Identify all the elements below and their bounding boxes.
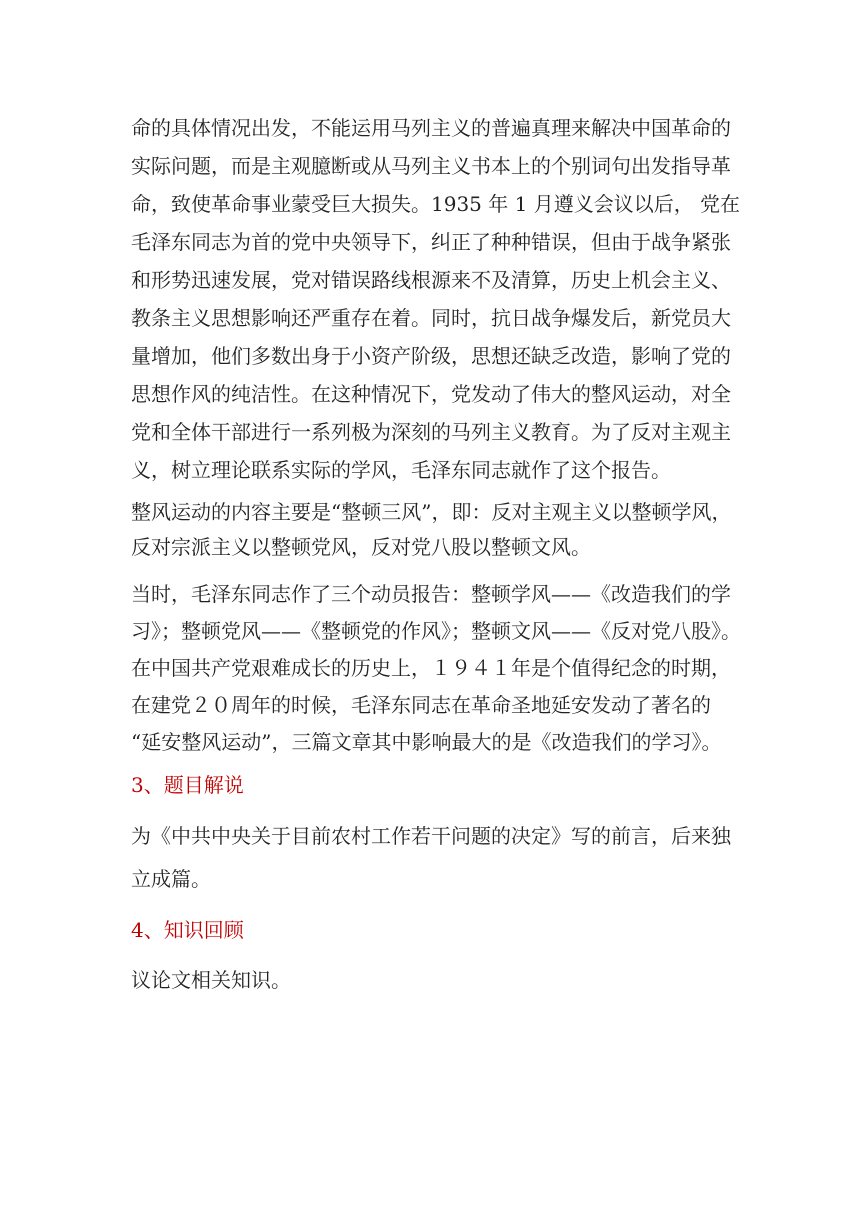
- paragraph-three-styles: 整风运动的内容主要是“整顿三风”，即：反对主观主义以整顿学风， 反对宗派主义以整顿党风，反对党八股以整顿文风。: [131, 500, 732, 559]
- paragraph-title-explanation: 为《中共中央关于目前农村工作若干问题的决定》写的前言，后来独 立成篇。: [131, 824, 731, 891]
- section-heading-title-explanation: 3、题目解说: [131, 773, 244, 797]
- paragraph-rectification-background: 命的具体情况出发，不能运用马列主义的普遍真理来解决中国革命的 实际问题，而是主观臆断或从马列主义书本上的个别词句出发指导革 命，致使革命事业蒙受巨大损失。1935 年 1 月遵义会议以后， 党在 毛泽东同志为首的党中央领导下，纠正了种种错误，但由于战争紧张 和形势迅速发展，党对错误路线根源来不及清算，历史上机会主义、 教条主义思想影响还严重存在着。同时，抗日战争爆发后，新党员大 量增加，他们多数出身于小资产阶级，思想还缺乏改造，影响了党的 思想作风的纯洁性。在这种情况下，党发动了伟大的整风运动，对全 党和全体干部进行一系列极为深刻的马列主义教育。为了反对主观主 义，树立理论联系实际的学风，毛泽东同志就作了这个报告。: [131, 116, 741, 482]
- document-body: [131, 109, 751, 1000]
- paragraph-knowledge-review: 议论文相关知识。: [131, 968, 291, 992]
- paragraph-mobilization-reports: 当时，毛泽东同志作了三个动员报告：整顿学风——《改造我们的学 习》；整顿党风——《整顿党的作风》；整顿文风——《反对党八股》。 在中国共产党艰难成长的历史上，１９４１年是个值得纪念的时期， 在建党２０周年的时候，毛泽东同志在革命圣地延安发动了著名的 “延安整风运动”，三篇文章其中影响最大的是《改造我们的学习》。: [131, 582, 741, 754]
- section-heading-knowledge-review: 4、知识回顾: [131, 918, 244, 942]
